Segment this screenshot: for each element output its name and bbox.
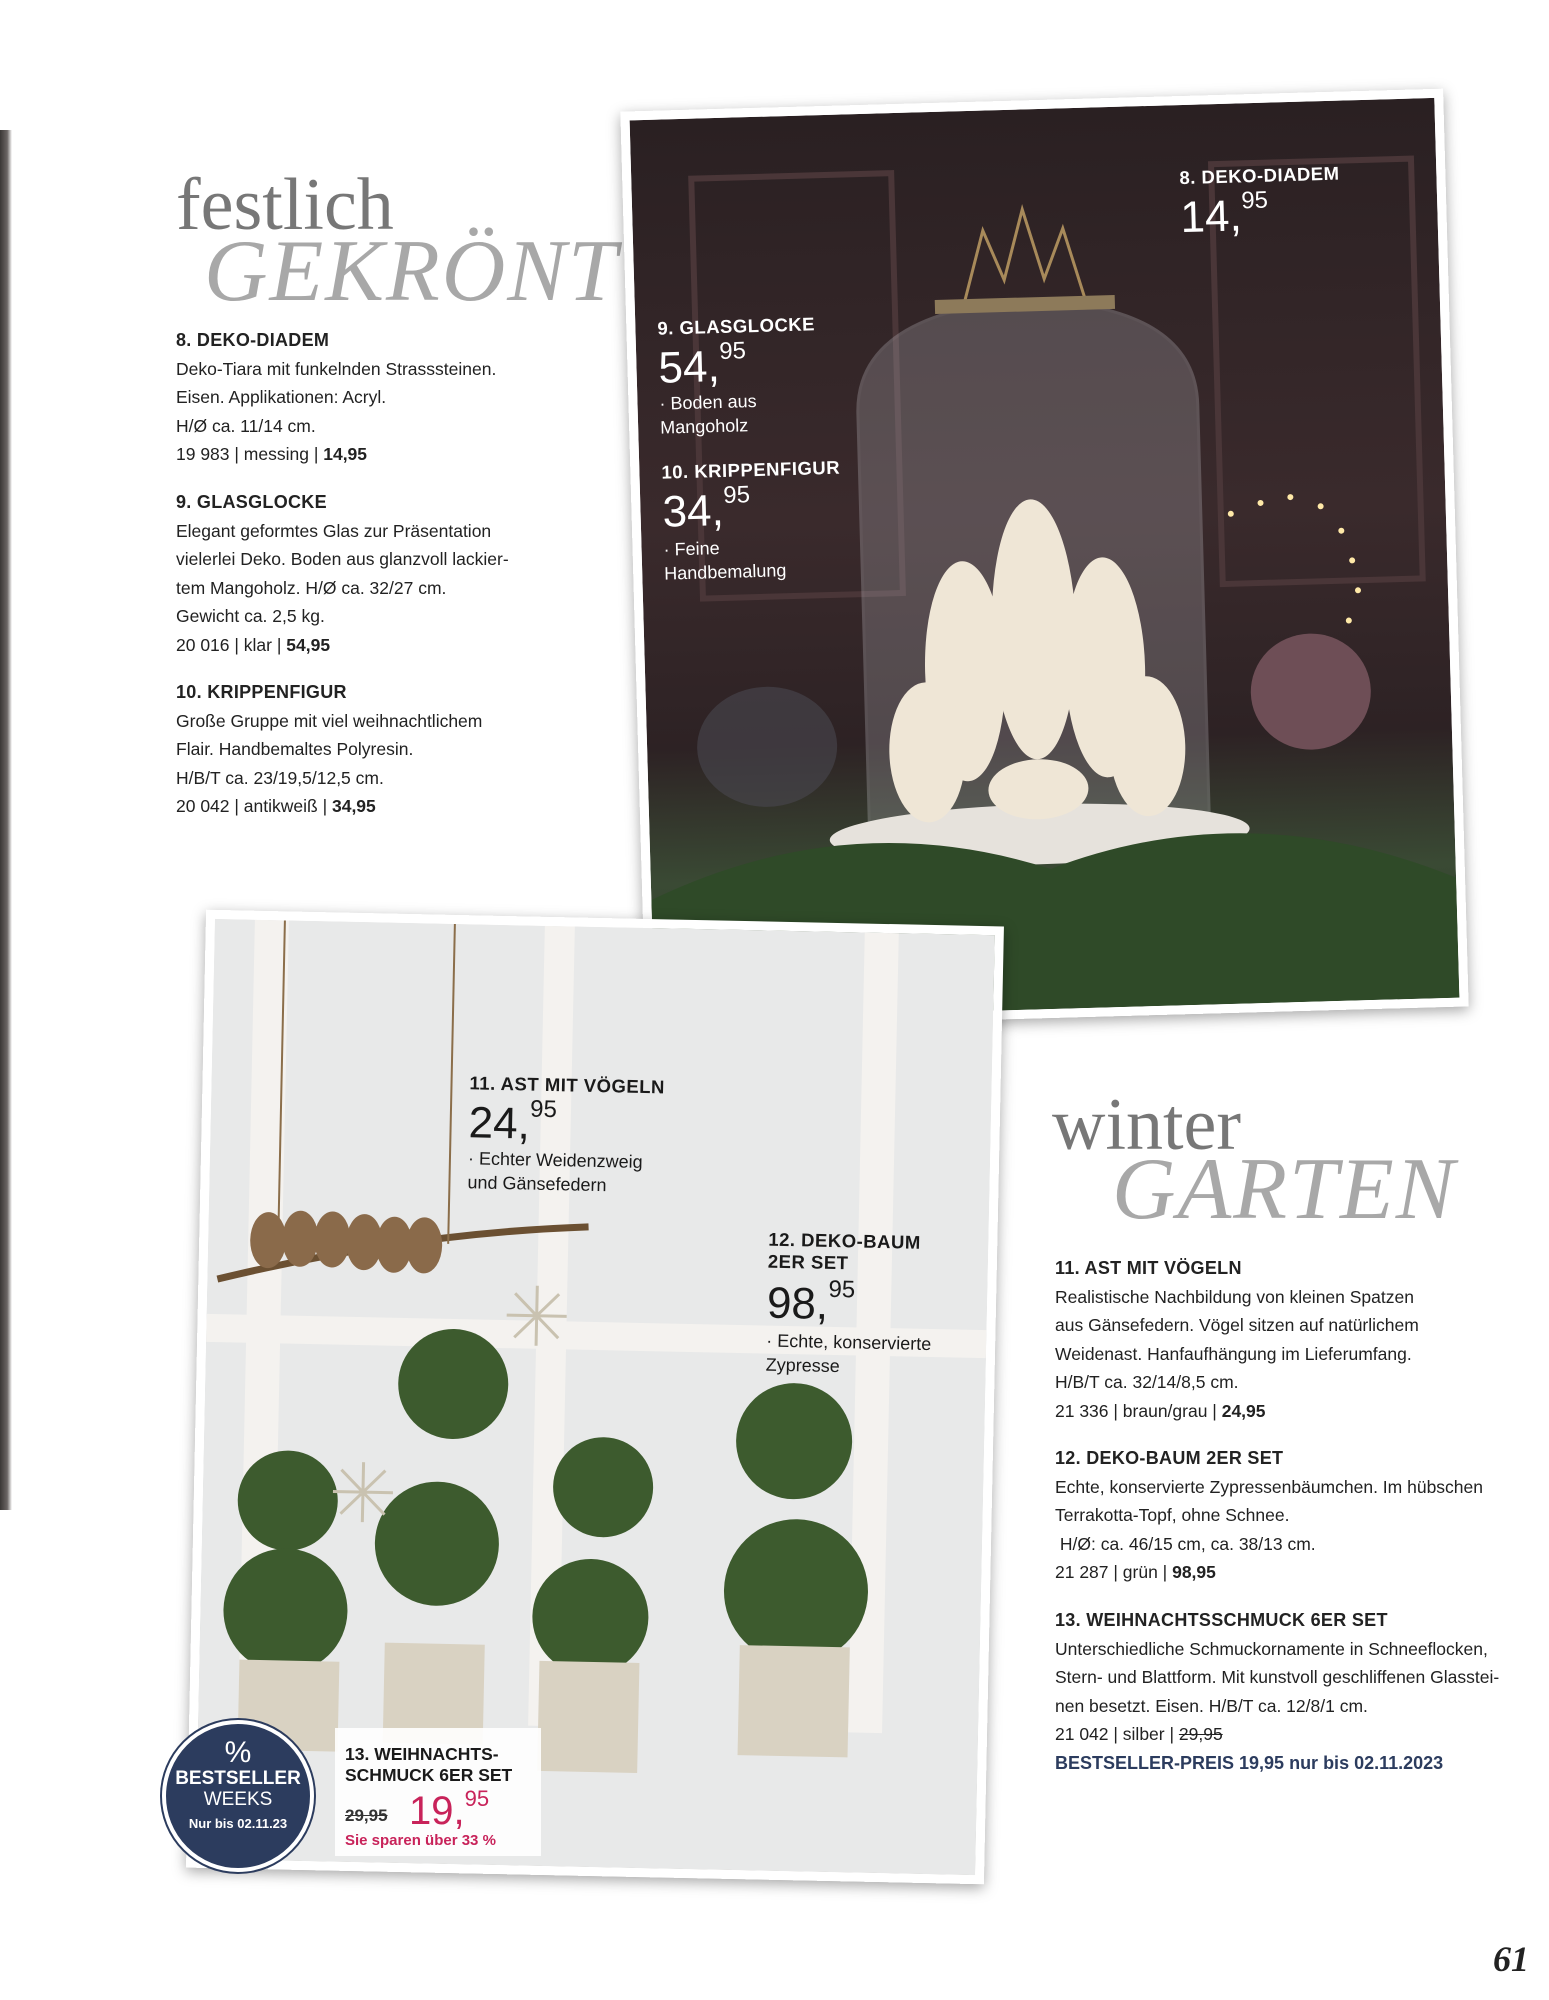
price-cents: 95: [722, 481, 751, 509]
product-old-price: 29,95: [1178, 1724, 1223, 1744]
product-name: 9. GLASGLOCKE: [176, 492, 327, 512]
offer-name: 13. WEIHNACHTS- SCHMUCK 6ER SET: [345, 1744, 513, 1785]
offer-box: [335, 1728, 541, 1856]
product-price: 24,95: [1221, 1400, 1266, 1421]
product-desc-line: H/Ø ca. 11/14 cm.: [176, 415, 316, 436]
price-main: 24,: [468, 1098, 531, 1149]
product-desc-line: Deko-Tiara mit funkelnden Strasssteinen.: [176, 358, 497, 379]
product-desc-line: aus Gänsefedern. Vögel sitzen auf natürlichem: [1055, 1315, 1419, 1335]
product-deko-diadem: [176, 326, 566, 469]
product-desc-line: Realistische Nachbildung von kleinen Spatzen: [1055, 1286, 1414, 1307]
photo-note: · Echte, konservierte Zypresse: [765, 1330, 932, 1377]
crown-diadem: [962, 208, 1084, 301]
section1-heading-small: festlich: [176, 164, 394, 246]
product-weihnachtsschmuck: [1055, 1606, 1535, 1777]
product-desc-line: Echte, konservierte Zypressenbäumchen. Im hübschen: [1055, 1476, 1483, 1497]
product-desc-line: Stern- und Blattform. Mit kunstvoll geschliffenen Glasstei-: [1055, 1667, 1500, 1687]
offer-savings: Sie sparen über 33 %: [345, 1832, 496, 1849]
product-desc-line: Flair. Handbemaltes Polyresin.: [176, 739, 414, 759]
product-code: 20 042 | antikweiß |: [176, 796, 332, 816]
product-code: 21 042 | silber |: [1055, 1724, 1179, 1744]
product-price: 14,95: [323, 444, 368, 464]
badge-line3: Nur bis 02.11.23: [188, 1816, 288, 1831]
pink-bauble: [1249, 632, 1372, 751]
bestseller-price-line: BESTSELLER-PREIS 19,95 nur bis 02.11.2023: [1055, 1752, 1444, 1773]
price-cents: 95: [529, 1095, 558, 1124]
photo-label-name: 11. AST MIT VÖGELN: [469, 1072, 666, 1098]
product-desc-line: Große Gruppe mit viel weihnachtlichem: [176, 710, 483, 731]
price-main: 54,: [657, 342, 721, 393]
product-ast-mit-voegeln: [1055, 1254, 1525, 1425]
price-cents: 95: [718, 337, 747, 365]
product-desc-line: H/Ø: ca. 46/15 cm, ca. 38/13 cm.: [1055, 1533, 1316, 1554]
photo-price: [661, 481, 751, 537]
product-price: 98,95: [1172, 1562, 1216, 1582]
product-code: 20 016 | klar |: [176, 634, 287, 655]
window-illustration: [195, 919, 995, 1875]
product-code-line: [1055, 1558, 1525, 1587]
price-cents: 95: [828, 1275, 856, 1304]
price-cents: 95: [464, 1786, 490, 1811]
product-desc-line: Terrakotta-Topf, ohne Schnee.: [1055, 1505, 1290, 1525]
price-main: 14,: [1179, 191, 1243, 243]
product-name: 10. KRIPPENFIGUR: [176, 682, 347, 702]
price-main: 19,: [409, 1789, 465, 1833]
photo-price: [1179, 186, 1269, 243]
badge-line1: BESTSELLER: [175, 1768, 301, 1789]
photo-price: [767, 1277, 856, 1328]
photo-label-name: 8. DEKO-DIADEM: [1179, 162, 1340, 189]
badge-line2: WEEKS: [203, 1789, 273, 1810]
product-code-line: [176, 440, 566, 469]
previous-page-edge: [0, 130, 12, 1510]
photo-label-name: 12. DEKO-BAUM 2ER SET: [767, 1228, 922, 1274]
product-krippenfigur: [176, 678, 576, 821]
price-cents: 95: [1240, 186, 1269, 215]
product-desc-line: nen besetzt. Eisen. H/B/T ca. 12/8/1 cm.: [1055, 1695, 1368, 1716]
product-name: 8. DEKO-DIADEM: [176, 330, 330, 350]
product-desc-line: Eisen. Applikationen: Acryl.: [176, 387, 387, 407]
photo-label-name: 10. KRIPPENFIGUR: [661, 456, 841, 483]
offer-new-price: [409, 1788, 489, 1831]
product-code-line: [1055, 1397, 1525, 1426]
price-main: 34,: [661, 485, 725, 537]
product-code-line: [176, 631, 576, 660]
product-code: 21 336 | braun/grau |: [1055, 1400, 1222, 1421]
product-desc-line: Elegant geformtes Glas zur Präsentation: [176, 520, 492, 541]
photo-glass-dome-nativity: [620, 89, 1468, 1030]
section1-heading-big: GEKRÖNT: [204, 223, 619, 320]
section2-heading-small: winter: [1052, 1084, 1242, 1166]
photo-price: [657, 337, 747, 393]
photo-price: [468, 1096, 557, 1147]
product-desc-line: tem Mangoholz. H/Ø ca. 32/27 cm.: [176, 577, 447, 598]
page-number: 61: [1493, 1939, 1529, 1979]
product-code-line: [1055, 1720, 1535, 1749]
photo-note: · Boden aus Mangoholz: [659, 390, 757, 438]
product-desc-line: H/B/T ca. 32/14/8,5 cm.: [1055, 1372, 1239, 1392]
bestseller-badge: [162, 1720, 314, 1872]
product-name: 13. WEIHNACHTSSCHMUCK 6ER SET: [1055, 1610, 1388, 1630]
product-desc-line: Gewicht ca. 2,5 kg.: [176, 606, 325, 626]
product-desc-line: Unterschiedliche Schmuckornamente in Schneeflocken,: [1055, 1638, 1488, 1659]
product-desc-line: H/B/T ca. 23/19,5/12,5 cm.: [176, 767, 384, 788]
product-desc-line: Weidenast. Hanfaufhängung im Lieferumfang.: [1055, 1343, 1412, 1364]
product-code-line: [176, 792, 576, 821]
photo-note: · Feine Handbemalung: [663, 538, 787, 584]
product-glasglocke: [176, 488, 576, 659]
photo-note: · Echter Weidenzweig und Gänsefedern: [467, 1148, 643, 1196]
fairy-lights: [1227, 492, 1362, 627]
product-desc-line: vielerlei Deko. Boden aus glanzvoll lackier-: [176, 549, 509, 569]
product-deko-baum: [1055, 1444, 1525, 1587]
photo-label-name: 9. GLASGLOCKE: [657, 313, 816, 339]
price-main: 98,: [766, 1278, 829, 1329]
product-name: 12. DEKO-BAUM 2ER SET: [1055, 1448, 1284, 1468]
product-code: 21 287 | grün |: [1055, 1562, 1173, 1582]
glass-bauble: [695, 685, 838, 809]
offer-old-price: 29,95: [345, 1806, 388, 1825]
product-price: 54,95: [286, 634, 331, 655]
percent-icon: %: [224, 1736, 252, 1769]
section2-heading-big: GARTEN: [1112, 1141, 1457, 1238]
product-name: 11. AST MIT VÖGELN: [1055, 1258, 1242, 1278]
product-price: 34,95: [331, 796, 376, 816]
product-code: 19 983 | messing |: [176, 444, 324, 464]
